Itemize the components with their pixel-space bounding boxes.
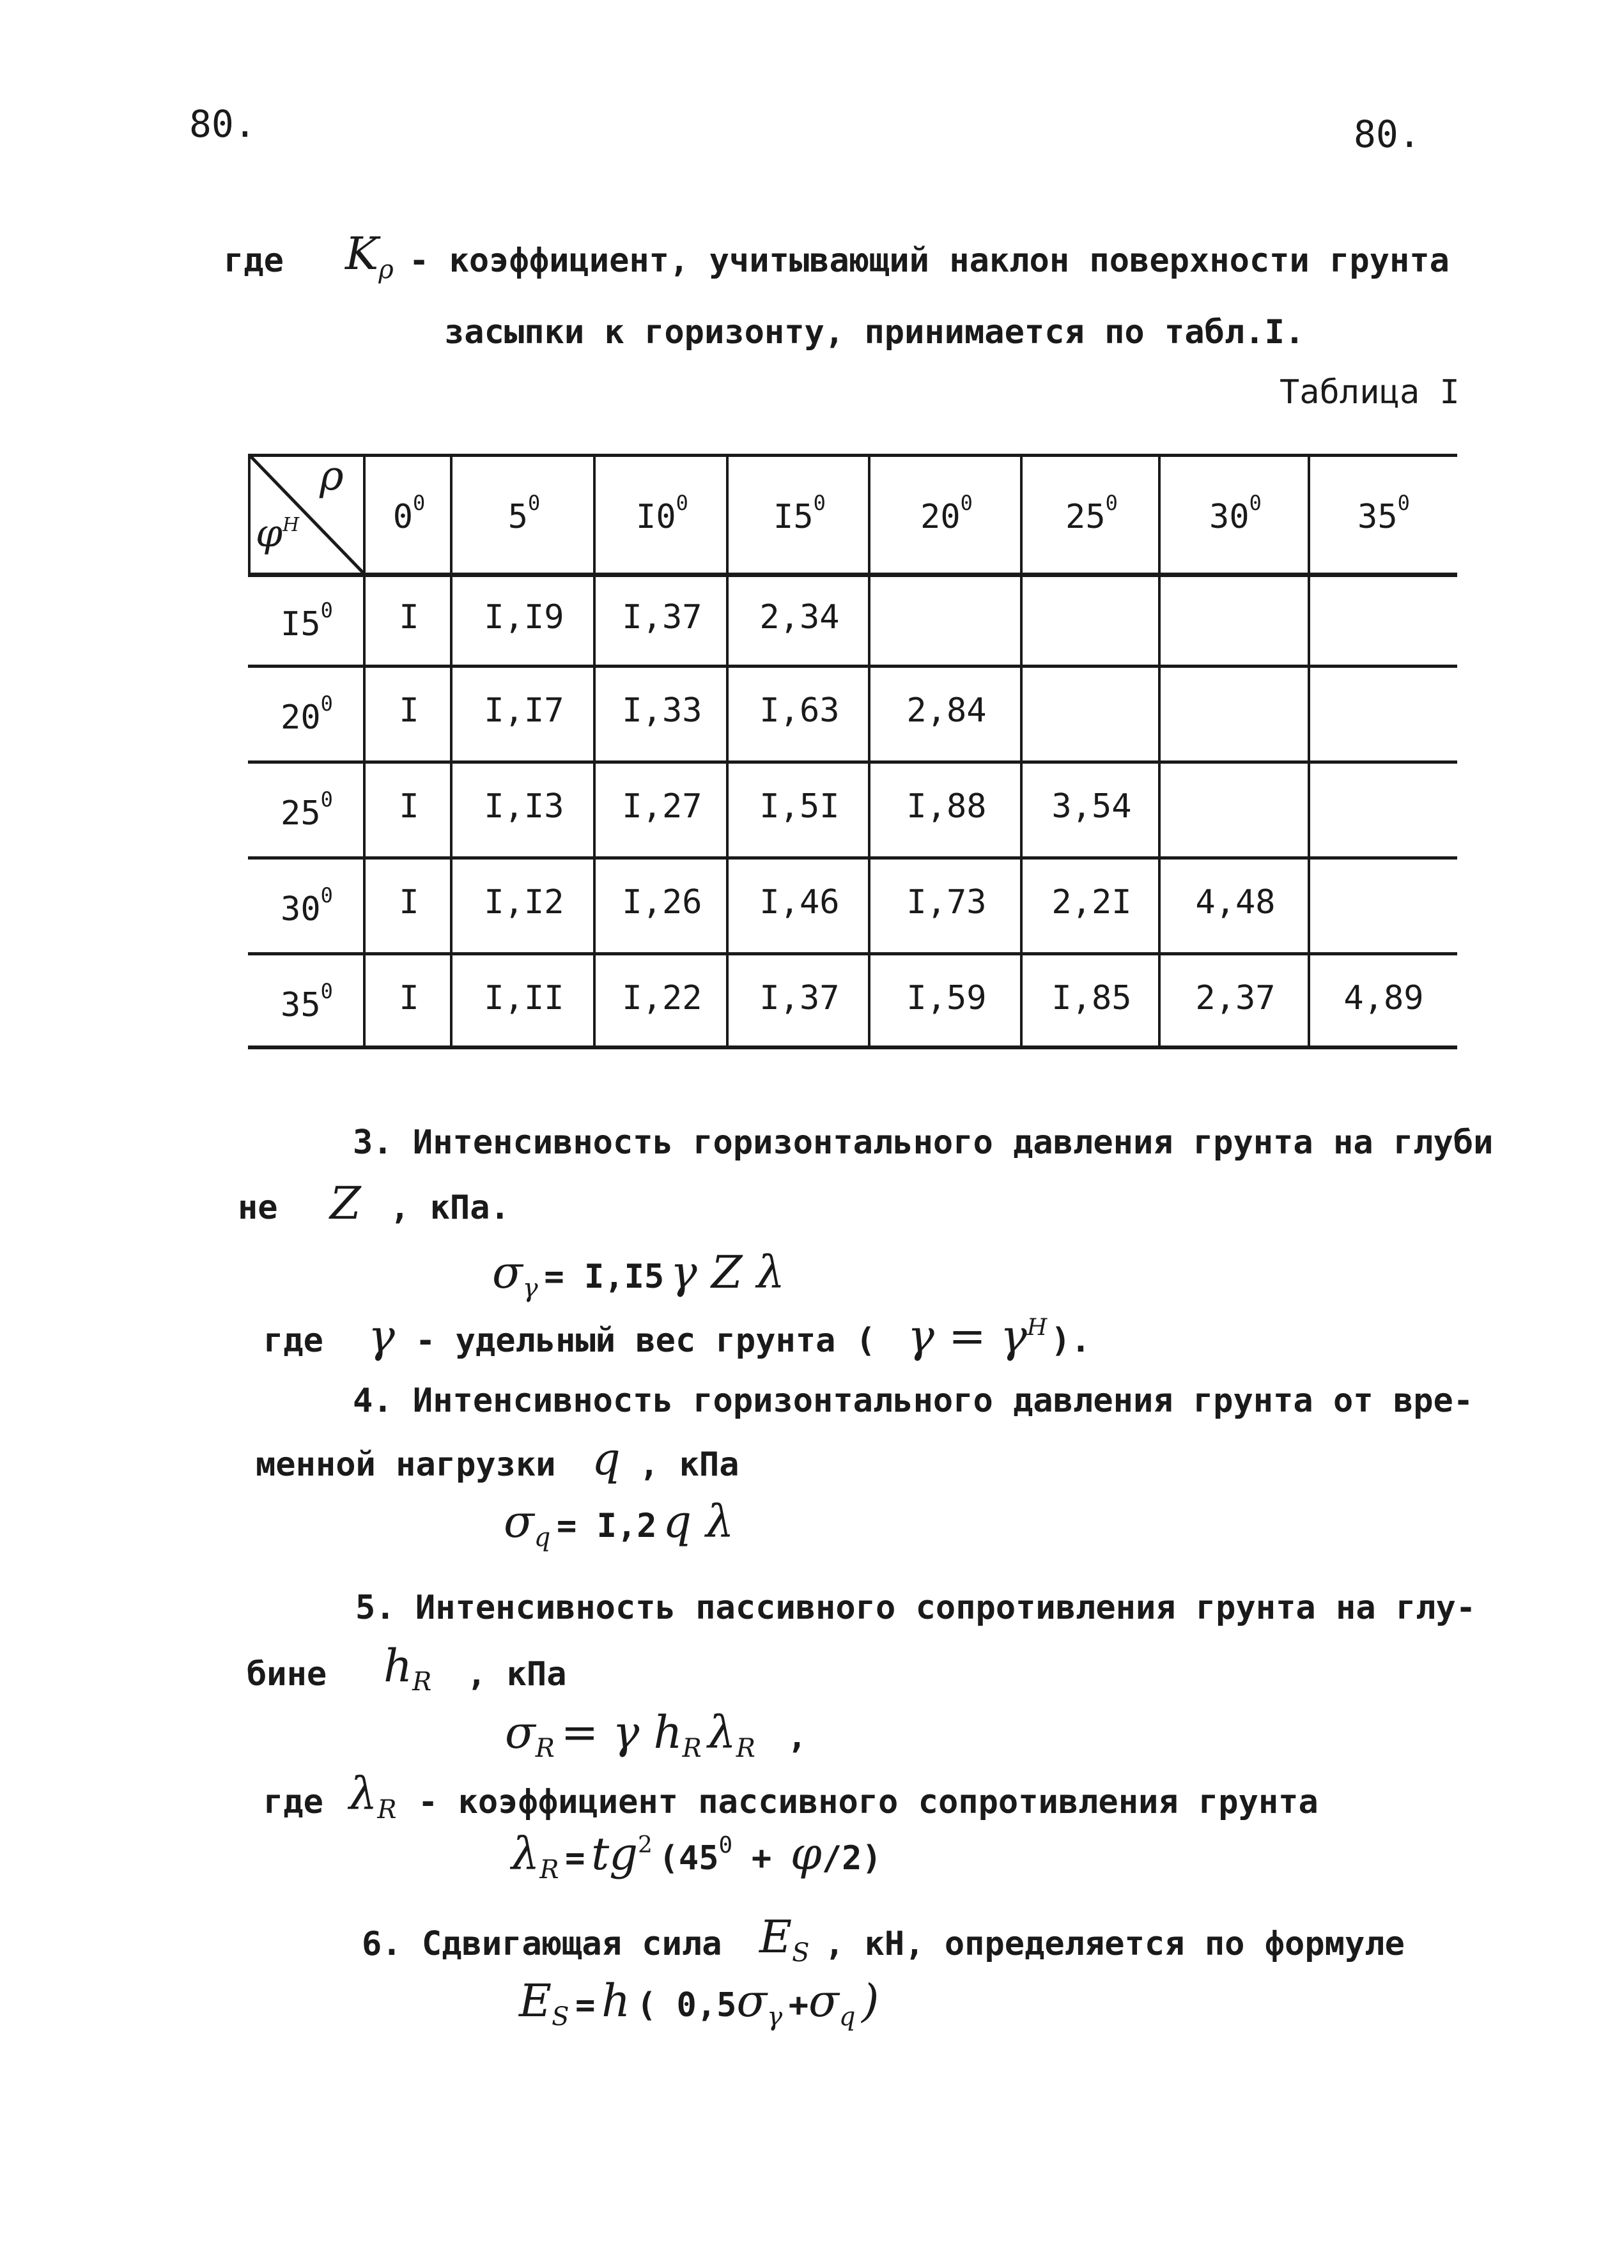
degree-mark: 0 [1105, 491, 1118, 515]
table-cell: 4,48 [1195, 883, 1276, 922]
table-cell: I,I2 [484, 883, 564, 922]
table-cell: I,33 [622, 691, 702, 730]
intro-where: где [224, 242, 284, 280]
s3-z-symbol: Z [330, 1177, 361, 1230]
table-cell: I,5I [759, 787, 840, 826]
row-label-text: I5 [281, 605, 321, 644]
column-header-label: 30 [1209, 498, 1249, 536]
s3-gamma: γ [368, 1310, 395, 1362]
degree-mark: 0 [1397, 491, 1410, 515]
column-header-label: 0 [392, 498, 414, 536]
table-cell: I,46 [759, 883, 840, 922]
table-cell: I,88 [906, 787, 987, 826]
s6-E-symbol: ES [759, 1911, 810, 1968]
intro-line-1: - коэффициент, учитывающий наклон поверхности грунта [409, 242, 1450, 280]
degree-mark: 0 [320, 979, 333, 1003]
corner-phi: $\varphi^H$ [256, 511, 300, 556]
table-cell: I,73 [906, 883, 987, 922]
table-vline [726, 454, 729, 1049]
column-header-label: I0 [636, 498, 676, 536]
degree-mark: 0 [320, 883, 333, 907]
row-label [248, 979, 366, 1024]
column-header-label: I5 [773, 498, 814, 536]
row-label-text: 35 [281, 986, 321, 1024]
degree-mark: 0 [528, 491, 541, 515]
s3-line-1: 3. Интенсивность горизонтального давления грунта на глуби [353, 1123, 1494, 1162]
degree-mark: 0 [676, 491, 688, 515]
table-cell: I,22 [622, 979, 702, 1017]
degree-mark: 0 [413, 491, 426, 515]
table-rule [248, 856, 1457, 860]
table-cell: 2,84 [906, 691, 987, 730]
s4-formula: σq = I,2 q λ [504, 1495, 734, 1552]
s3-line-2a: не [238, 1189, 278, 1227]
kp-symbol: $K_\rho$ [345, 228, 394, 284]
s3-where-text: - удельный вес грунта ( [415, 1322, 876, 1360]
s5-h-symbol: hR [383, 1640, 432, 1697]
s6-line-1b: , кН, определяется по формуле [824, 1925, 1405, 1963]
column-header-7 [1310, 491, 1457, 536]
s6-formula: ES = h ( 0,5σγ +σq ) [519, 1975, 879, 2032]
s5-unit: , кПа [467, 1655, 567, 1693]
degree-mark: 0 [813, 491, 826, 515]
table-rule [248, 952, 1457, 955]
table-cell: I [399, 691, 419, 730]
row-label [248, 883, 366, 929]
coefficient-table [248, 454, 1457, 1049]
column-header-3 [729, 491, 870, 536]
s5-line-1: 5. Интенсивность пассивного сопротивления грунта на глу- [355, 1589, 1476, 1627]
table-cell: 2,2I [1051, 883, 1132, 922]
degree-mark: 0 [320, 787, 333, 812]
table-vline [1020, 454, 1023, 1049]
table-cell: I,37 [759, 979, 840, 1017]
row-label [248, 598, 366, 644]
s4-q-symbol: q [592, 1433, 621, 1485]
table-rule [248, 665, 1457, 668]
column-header-label: 5 [507, 498, 529, 536]
row-label [248, 787, 366, 833]
degree-mark: 0 [320, 691, 333, 716]
s5-where-text: - коэффициент пассивного сопротивления грунта [418, 1783, 1319, 1821]
table-cell: I,85 [1051, 979, 1132, 1017]
table-cell: I,II [484, 979, 564, 1017]
table-cell: I [399, 598, 419, 636]
s3-where-close: ). [1051, 1322, 1091, 1360]
column-header-1 [452, 491, 596, 536]
column-header-label: 25 [1065, 498, 1106, 536]
row-label-text: 25 [281, 794, 321, 833]
page-number-left: 80. [189, 102, 256, 146]
table-cell: I,63 [759, 691, 840, 730]
column-header-0 [366, 491, 452, 536]
column-header-label: 35 [1357, 498, 1398, 536]
table-cell: I,I9 [484, 598, 564, 636]
page-number-right: 80. [1354, 112, 1421, 156]
s5-formula: σR = γ hR λR , [505, 1706, 807, 1763]
table-vline [450, 454, 452, 1049]
s5-lambda-symbol: λR [349, 1768, 397, 1824]
corner-rho: ρ [320, 452, 344, 500]
table-vline [593, 454, 596, 1049]
table-vline [1308, 454, 1310, 1049]
table-cell: I,I7 [484, 691, 564, 730]
table-cell: I,26 [622, 883, 702, 922]
row-label [248, 691, 366, 737]
degree-mark: 0 [320, 598, 333, 622]
table-cell: I,I3 [484, 787, 564, 826]
s6-line-1a: 6. Сдвигающая сила [362, 1925, 722, 1963]
table-rule-top [248, 454, 1457, 457]
degree-mark: 0 [1249, 491, 1262, 515]
column-header-4 [870, 491, 1023, 536]
s3-gamma-eq: γ = γH [908, 1310, 1048, 1362]
table-cell: 2,34 [759, 598, 840, 636]
table-cell: 3,54 [1051, 787, 1132, 826]
s3-formula: σγ = I,I5 γ Z λ [492, 1246, 785, 1303]
table-rule-header [248, 573, 1457, 577]
s3-where: где [263, 1322, 323, 1360]
s5-formula-2: λR = tg2 (450 + φ/2) [511, 1828, 882, 1885]
table-cell: I [399, 787, 419, 826]
s3-line-2b: , кПа. [390, 1189, 510, 1227]
table-cell: 4,89 [1343, 979, 1424, 1017]
table-cell: I,59 [906, 979, 987, 1017]
column-header-6 [1161, 491, 1310, 536]
intro-line-2: засыпки к горизонту, принимается по табл.I. [444, 313, 1305, 351]
table-cell: I,37 [622, 598, 702, 636]
s5-where: где [263, 1783, 323, 1821]
column-header-2 [596, 491, 729, 536]
column-header-label: 20 [920, 498, 961, 536]
table-cell: I [399, 883, 419, 922]
table-rule [248, 760, 1457, 764]
table-rule-bottom [248, 1045, 1457, 1049]
table-vline [1158, 454, 1161, 1049]
s4-line-2: менной нагрузки [256, 1446, 556, 1484]
table-cell: 2,37 [1195, 979, 1276, 1017]
row-label-text: 30 [281, 890, 321, 929]
s4-unit: , кПа [639, 1446, 739, 1484]
table-caption: Таблица I [1280, 373, 1460, 412]
s4-line-1: 4. Интенсивность горизонтального давления грунта от вре- [353, 1382, 1474, 1420]
table-cell: I,27 [622, 787, 702, 826]
s5-line-2: бине [247, 1655, 327, 1693]
table-cell: I [399, 979, 419, 1017]
degree-mark: 0 [960, 491, 973, 515]
column-header-5 [1023, 491, 1161, 536]
table-vline [868, 454, 870, 1049]
row-label-text: 20 [281, 698, 321, 737]
